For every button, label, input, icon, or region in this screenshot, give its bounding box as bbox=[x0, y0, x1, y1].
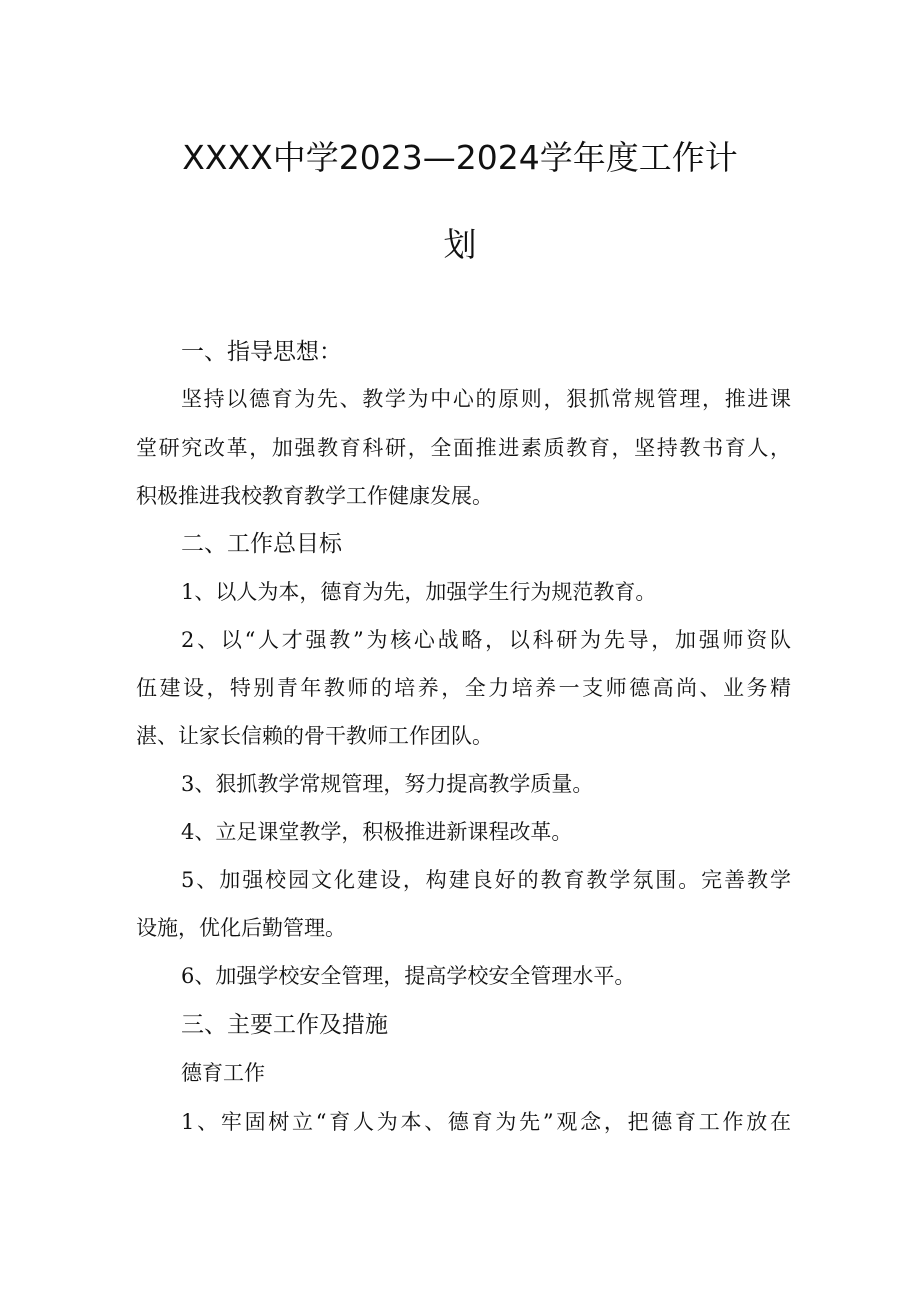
paragraph-line: 坚持以德育为先、教学为中心的原则，狠抓常规管理，推进课 bbox=[181, 387, 791, 411]
subsection-heading: 德育工作 bbox=[181, 1061, 265, 1085]
list-item-line: 伍建设，特别青年教师的培养，全力培养一支师德高尚、业务精 bbox=[136, 676, 791, 700]
document-title-line-2: 划 bbox=[443, 225, 477, 264]
list-item-line: 湛、让家长信赖的骨干教师工作团队。 bbox=[136, 724, 493, 748]
list-item-line: 2、以“人才强教”为核心战略，以科研为先导，加强师资队 bbox=[181, 628, 791, 652]
list-item: 6、加强学校安全管理，提高学校安全管理水平。 bbox=[181, 964, 636, 988]
paragraph-line: 堂研究改革，加强教育科研，全面推进素质教育，坚持教书育人， bbox=[136, 436, 791, 460]
list-item: 4、立足课堂教学，积极推进新课程改革。 bbox=[181, 820, 573, 844]
list-item-line: 5、加强校园文化建设，构建良好的教育教学氛围。完善教学 bbox=[181, 868, 791, 892]
section-heading-guiding-ideology: 一、指导思想： bbox=[181, 339, 342, 365]
list-item-line: 1、牢固树立“育人为本、德育为先”观念，把德育工作放在 bbox=[181, 1110, 791, 1134]
list-item-line: 设施，优化后勤管理。 bbox=[136, 916, 346, 940]
section-heading-overall-goals: 二、工作总目标 bbox=[181, 531, 342, 557]
paragraph-line: 积极推进我校教育教学工作健康发展。 bbox=[136, 484, 493, 508]
document-title-line-1: XXXX中学2023—2024学年度工作计 bbox=[182, 138, 738, 177]
list-item: 3、狠抓教学常规管理，努力提高教学质量。 bbox=[181, 772, 594, 796]
section-heading-main-work: 三、主要工作及措施 bbox=[181, 1012, 388, 1038]
list-item: 1、以人为本，德育为先，加强学生行为规范教育。 bbox=[181, 580, 657, 604]
